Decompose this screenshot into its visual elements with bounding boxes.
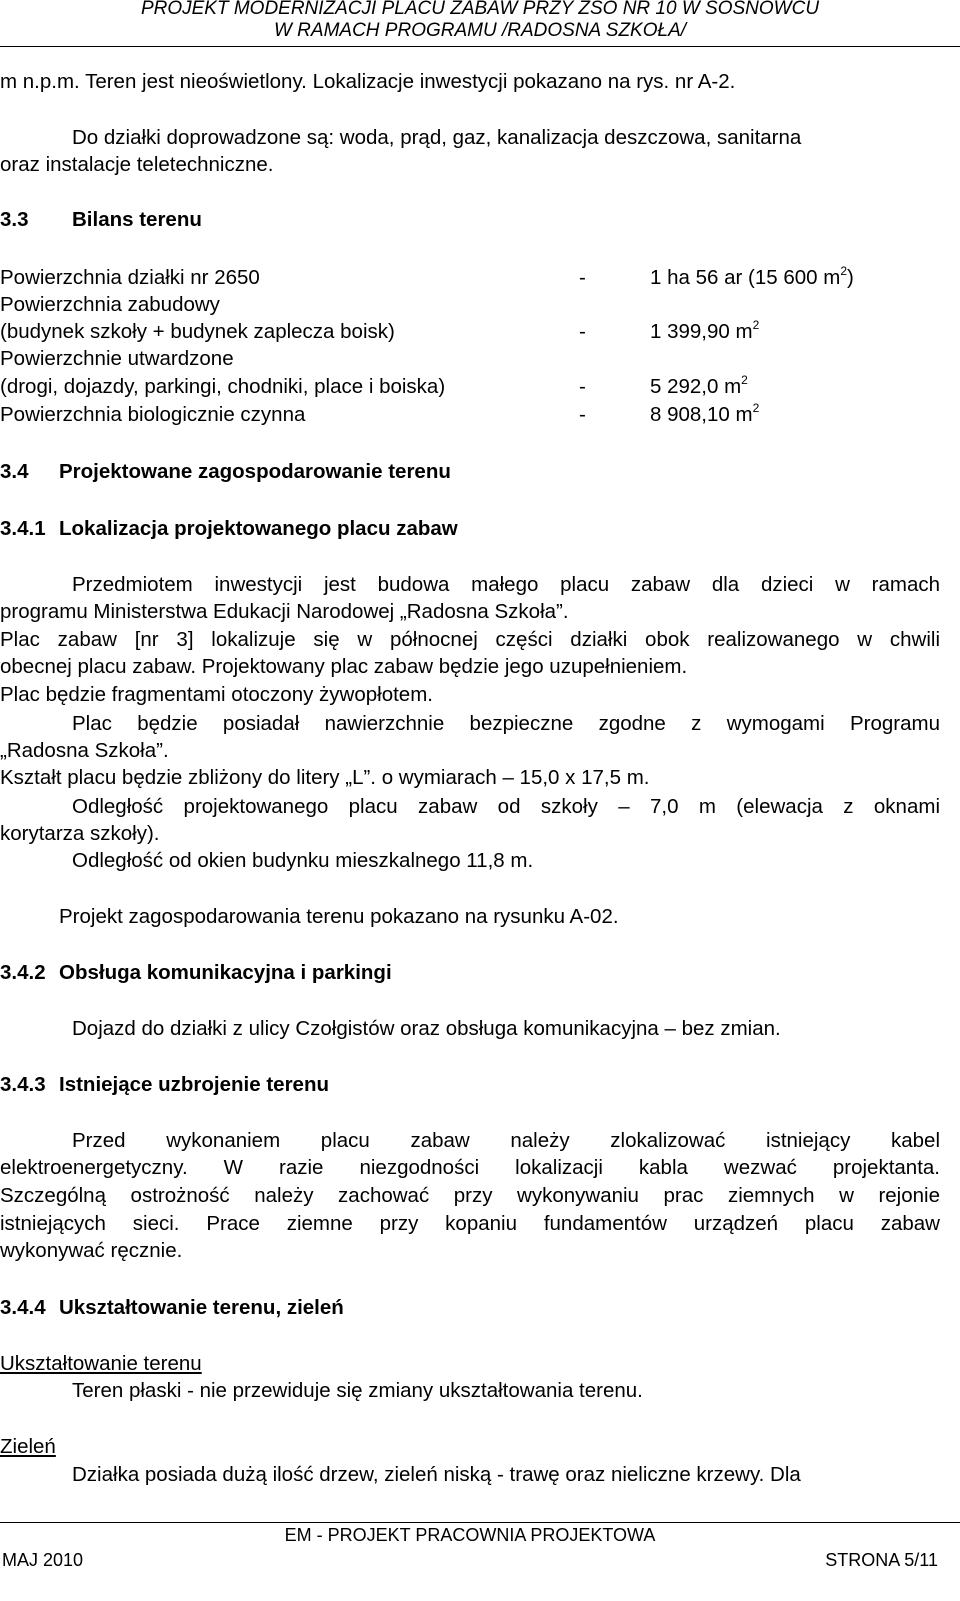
section-title: Istniejące uzbrojenie terenu bbox=[59, 1073, 329, 1096]
section-3-3-heading bbox=[0, 208, 202, 232]
bilans-row bbox=[0, 375, 940, 399]
section-number: 3.3 bbox=[0, 208, 29, 231]
bilans-label: (drogi, dojazdy, parkingi, chodniki, place i boiska) bbox=[0, 375, 446, 398]
paragraph-line: elektroenergetyczny. W razie niezgodności lokalizacji kabla wezwać projektanta. bbox=[0, 1156, 940, 1179]
bilans-label: Powierzchnia zabudowy bbox=[0, 293, 220, 316]
section-title: Lokalizacja projektowanego placu zabaw bbox=[59, 517, 458, 540]
bilans-label: (budynek szkoły + budynek zaplecza boisk) bbox=[0, 320, 395, 343]
bilans-value: 1 ha 56 ar (15 600 $m^2$) bbox=[650, 264, 854, 289]
paragraph-line: Przed wykonaniem placu zabaw należy zlokalizować istniejący kabel bbox=[72, 1129, 940, 1152]
section-number: 3.4.2 bbox=[0, 961, 46, 984]
section-3-4-2-heading bbox=[0, 961, 392, 985]
footer-date: MAJ 2010 bbox=[2, 1550, 84, 1570]
bilans-label: Powierzchnia biologicznie czynna bbox=[0, 403, 306, 426]
paragraph-line: Teren płaski - nie przewiduje się zmiany ukształtowania terenu. bbox=[72, 1379, 643, 1402]
paragraph-line: „Radosna Szkoła”. bbox=[0, 739, 169, 762]
paragraph-line: Odległość od okien budynku mieszkalnego 11,8 m. bbox=[72, 849, 534, 872]
intro-line-3: oraz instalacje teletechniczne. bbox=[0, 153, 274, 176]
intro-line-1: m n.p.m. Teren jest nieoświetlony. Lokalizacje inwestycji pokazano na rys. nr A-2. bbox=[0, 70, 736, 93]
header-rule bbox=[0, 46, 960, 47]
header-line-1: PROJEKT MODERNIZACJI PLACU ZABAW PRZY ZSO NR 10 W SOSNOWCU bbox=[140, 0, 820, 19]
bilans-dash: - bbox=[579, 320, 586, 343]
paragraph-line: programu Ministerstwa Edukacji Narodowej „Radosna Szkoła”. bbox=[0, 600, 569, 623]
subheading: Ukształtowanie terenu bbox=[0, 1352, 202, 1375]
section-title: Projektowane zagospodarowanie terenu bbox=[59, 460, 451, 483]
section-3-4-4-heading bbox=[0, 1296, 344, 1320]
paragraph-line: Plac zabaw [nr 3] lokalizuje się w północnej części działki obok realizowanego w chwili bbox=[0, 628, 940, 651]
bilans-row bbox=[0, 403, 940, 427]
bilans-value: 1 399,90 $m^2$ bbox=[650, 318, 760, 343]
paragraph-line: Dojazd do działki z ulicy Czołgistów oraz obsługa komunikacyjna – bez zmian. bbox=[72, 1017, 781, 1040]
footer-company: EM - PROJEKT PRACOWNIA PROJEKTOWA bbox=[284, 1525, 656, 1545]
paragraph-line: Kształt placu będzie zbliżony do litery „L”. o wymiarach – 15,0 x 17,5 m. bbox=[0, 766, 650, 789]
paragraph-line: istniejących sieci. Prace ziemne przy kopaniu fundamentów urządzeń placu zabaw bbox=[0, 1212, 940, 1235]
bilans-row bbox=[0, 266, 940, 290]
paragraph-line: wykonywać ręcznie. bbox=[0, 1239, 183, 1262]
bilans-row bbox=[0, 347, 234, 371]
paragraph-line: Szczególną ostrożność należy zachować przy wykonywaniu prac ziemnych w rejonie bbox=[0, 1184, 940, 1207]
section-title: Obsługa komunikacyjna i parkingi bbox=[59, 961, 392, 984]
bilans-row bbox=[0, 293, 220, 317]
section-number: 3.4.4 bbox=[0, 1296, 46, 1319]
paragraph-line: Działka posiada dużą ilość drzew, zieleń niską - trawę oraz nieliczne krzewy. Dla bbox=[72, 1463, 801, 1486]
bilans-label: Powierzchnia działki nr 2650 bbox=[0, 266, 260, 289]
bilans-row bbox=[0, 320, 940, 344]
bilans-value: 5 292,0 $m^2$ bbox=[650, 373, 748, 398]
section-title: Bilans terenu bbox=[72, 208, 202, 231]
section-3-4-1-heading bbox=[0, 517, 458, 541]
intro-line-2: Do działki doprowadzone są: woda, prąd, gaz, kanalizacja deszczowa, sanitarna bbox=[72, 126, 802, 149]
section-3-4-heading bbox=[0, 460, 451, 484]
bilans-dash: - bbox=[579, 375, 586, 398]
paragraph-line: Odległość projektowanego placu zabaw od szkoły – 7,0 m (elewacja z oknami bbox=[72, 795, 940, 818]
section-title: Ukształtowanie terenu, zieleń bbox=[59, 1296, 344, 1319]
paragraph-line: korytarza szkoły). bbox=[0, 822, 160, 845]
section-number: 3.4 bbox=[0, 460, 29, 483]
bilans-value: 8 908,10 $m^2$ bbox=[650, 401, 760, 426]
bilans-dash: - bbox=[579, 403, 586, 426]
bilans-dash: - bbox=[579, 266, 586, 289]
section-number: 3.4.3 bbox=[0, 1073, 46, 1096]
bilans-label: Powierzchnie utwardzone bbox=[0, 347, 234, 370]
section-3-4-3-heading bbox=[0, 1073, 329, 1097]
paragraph-line: Plac będzie fragmentami otoczony żywopłotem. bbox=[0, 683, 433, 706]
section-number: 3.4.1 bbox=[0, 517, 46, 540]
subheading: Zieleń bbox=[0, 1435, 56, 1458]
paragraph-line: Przedmiotem inwestycji jest budowa małego placu zabaw dla dzieci w ramach bbox=[72, 573, 940, 596]
footer-page-number: STRONA 5/11 bbox=[825, 1550, 938, 1570]
paragraph-line: Plac będzie posiadał nawierzchnie bezpieczne zgodne z wymogami Programu bbox=[72, 712, 940, 735]
header-line-2: W RAMACH PROGRAMU /RADOSNA SZKOŁA/ bbox=[273, 20, 687, 41]
paragraph-line: obecnej placu zabaw. Projektowany plac zabaw będzie jego uzupełnieniem. bbox=[0, 655, 688, 678]
footer-rule bbox=[0, 1522, 960, 1523]
paragraph-line: Projekt zagospodarowania terenu pokazano na rysunku A-02. bbox=[59, 905, 619, 928]
